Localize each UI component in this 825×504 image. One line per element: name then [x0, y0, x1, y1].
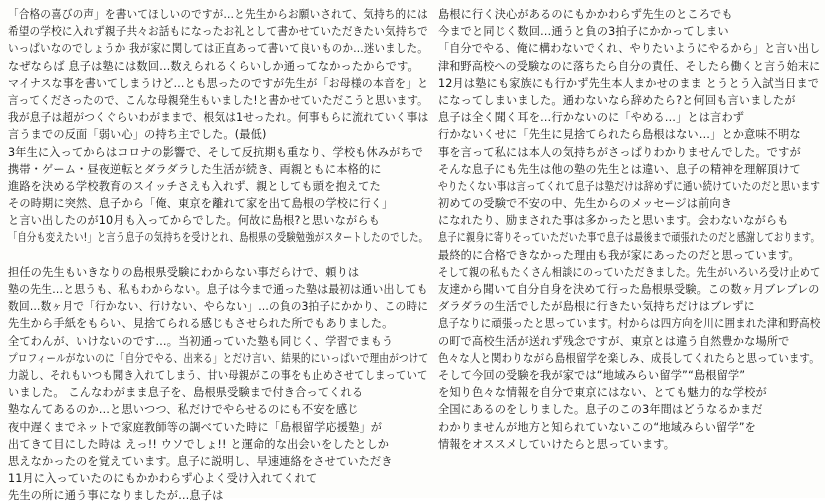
letter-text-line: 「自分も変えたい!」と言う息子の気持ちを受けとれ、島根県の受験勉強がスタートしたのでした。 — [8, 231, 428, 245]
letter-text-line: 数回…数ヶ月で「行かない、行けない、やらない」…の負の3拍子にかかり、この時に — [8, 300, 429, 314]
letter-text-line: 携帯・ゲーム・昼夜逆転とダラダラした生活が続き、両親ともに本格的に — [8, 162, 382, 176]
letter-text-line: の町で高校生活が送れず残念ですが、東京とは違う自然豊かな場所で — [438, 334, 790, 348]
letter-text-line: そして親の私もたくさん相談にのっていただきました。先生がいろいろ受け止めて — [438, 265, 821, 279]
letter-text-line: 全国にあるのをしりました。息子のこの3年間はどうなるかまだ — [438, 403, 763, 417]
letter-text-line: 言ってくださったので、こんな母親発生もいました!と書かせていただこうと思います。 — [8, 93, 428, 107]
letter-text-line: 12月は塾にも家族にも行かず先生本人まかせのまま とうとう入試当日まで — [438, 76, 820, 90]
letter-text-line: 夜中遅くまでネットで家庭教師等の調べていた時に「島根留学応援塾」が — [8, 420, 383, 434]
letter-text-line: その時期に突然、息子から「俺、東京を離れて家を出て島根の学校に行く」 — [8, 197, 394, 211]
letter-right-column — [438, 6, 820, 453]
letter-text-line: マイナスな事を書いてしまうけど…とも思ったのですが先生が「お母様の本音を」と — [8, 76, 429, 90]
letter-text-line: 行かないくせに「先生に見捨てられたら島根はない…」とか意味不明な — [438, 128, 801, 142]
letter-text-line: 希望の学校に入れず親子共々お話もになったお礼として書かせていただきたい気持ちで — [8, 25, 428, 39]
letter-text-line: 進路を決める学校教育のスイッチさえも入れず、親としても頭を抱えてた — [8, 179, 381, 193]
letter-text-line: ダラダラの生活でしたが島根に行きたい気持ちだけはブレずに — [438, 300, 755, 314]
letter-text-line: 今までと同じく数回…通うと負の3拍子にかかってしまい — [438, 25, 729, 39]
letter-text-line: 息子に親身に寄りそっていただいた事で息子は最後まで頑張れたのだと感謝しております。 — [438, 231, 820, 245]
letter-text-line: 塾なんてあるのか…と思いつつ、私だけでやらせるのにも不安を感じ — [8, 403, 359, 417]
letter-text-line: 出てきて目にした時は えっ!! ウソでしょ!! と運命的な出会いをしたとしか — [8, 437, 390, 451]
letter-text-line: いました。 こんなわがまま息子を、島根県受験まで付き合ってくれる — [8, 386, 364, 400]
letter-text-line: 塾の先生…と思うも、私もわからない。息子は今まで通った塾は最初は通い出しても — [8, 283, 428, 296]
letter-text-line: になってしまいました。通わないなら辞めたら?と何回も言いましたが — [438, 93, 796, 107]
letter-text-line: 力説し、それもいつも聞き入れてしまう、甘い母親がこの事をも止めさせてしまっていて — [8, 368, 428, 382]
letter-paragraph-break — [8, 247, 428, 264]
letter-left-column — [8, 6, 428, 504]
letter-text-line: 情報をオススメしていけたらと思っています。 — [438, 437, 676, 451]
letter-text-line: 3年生に入ってからはコロナの影響で、そして反抗期も重なり、学校も休みがちで — [8, 145, 424, 159]
letter-text-line: 「合格の喜びの声」を書いてほしいのですが…と先生からお願いされて、気持ち的には — [8, 8, 428, 21]
letter-text-line: 思えなかったのを覚えています。息子に説明し、早速連絡をさせていただき — [8, 454, 393, 468]
letter-text-line: 全てわんが、いけないのです…。当初通っていた塾も同じく、学習でまもう — [8, 334, 394, 348]
letter-text-line: 言うまでの反面「弱い心」の持ち主でした。(最低) — [8, 128, 267, 142]
letter-text-line: 息子は全く聞く耳を…行かないのに「やめる…」とは言わず — [438, 111, 745, 125]
letter-text-line: 先生の所に通う事になりましたが…息子は — [8, 489, 224, 503]
letter-text-line: 事を言って私には本人の気持ちがさっぱりわかりませんでした。ですが — [438, 145, 801, 159]
column-divider — [431, 0, 432, 498]
letter-text-line: プロフィールがないのに「自分でやる、出来る」とだけ言い、結果的にいっぱいで理由がつけて — [8, 351, 429, 365]
letter-text-line: そんな息子にも先生は他の塾の先生とは違い、息子の精神を理解頂けて — [438, 162, 801, 176]
letter-text-line: 「自分でやる、俺に構わないでくれ、やりたいようにやるから」と言い出し — [438, 42, 821, 56]
letter-text-line: を知り色々な情報を自分で東京にはない、とても魅力的な学校が — [438, 386, 767, 400]
letter-text-line: 息子なりに頑張ったと思っています。村からは四方向を川に囲まれた津和野高校 — [438, 317, 821, 331]
letter-text-line: 先生から手紙をもらい、見捨てられる感じもさせられた所でもありました。 — [8, 317, 394, 331]
letter-text-line: わかりませんが地方と知られていないこの“地域みらい留学”を — [438, 420, 757, 434]
letter-text-line: 津和野高校への受験なのに落ちたら自分の責任、そしたら働くと言う始末に — [438, 59, 821, 73]
letter-text-line: なぜならば 息子は塾には数回…数えられるくらいしか通ってなかったからです。 — [8, 59, 419, 73]
letter-text-line: 担任の先生もいきなりの島根県受験にわからない事だらけで、頼りは — [8, 265, 360, 279]
letter-text-line: 初めての受験で不安の中、先生からのメッセージは前向き — [438, 197, 733, 211]
letter-text-line: いっぱいなのでしょうか 我が家に関しては正直あって書いて良いものか…迷いました。 — [8, 42, 428, 56]
letter-text-line: やりたくない事は言ってくれて息子は塾だけは辞めずに通い続けていたのだと思います — [438, 179, 821, 193]
letter-text-line: 我が息子は超がつくぐらいわがままで、根気は1せったれ。何事もらに流れていく事は — [8, 111, 429, 125]
letter-text-line: 最終的に合格できなかった理由も我が家にあったのだと思っています。 — [438, 248, 800, 262]
letter-text-line: になれたり、励まされた事は多かったと思います。会わないながらも — [438, 214, 789, 228]
letter-text-line: そして今回の受験を我が家では“地域みらい留学”“島根留学” — [438, 368, 746, 382]
letter-text-line: 友達から聞いて自分自身を決めて行った島根県受験。この数ヶ月ブレブレの — [438, 283, 820, 296]
letter-text-line: 島根に行く決心があるのにもかかわらず先生のところでも — [438, 8, 733, 21]
letter-text-line: 11月に入っていたのにもかかわらず心よく受け入れてくれて — [8, 472, 318, 486]
letter-text-line: 色々な人と関わりながら島根留学を楽しみ、成長してくれたらと思っています。 — [438, 351, 820, 365]
letter-text-line: と言い出したのが10月も入ってからでした。何故に島根?と思いながらも — [8, 214, 380, 228]
